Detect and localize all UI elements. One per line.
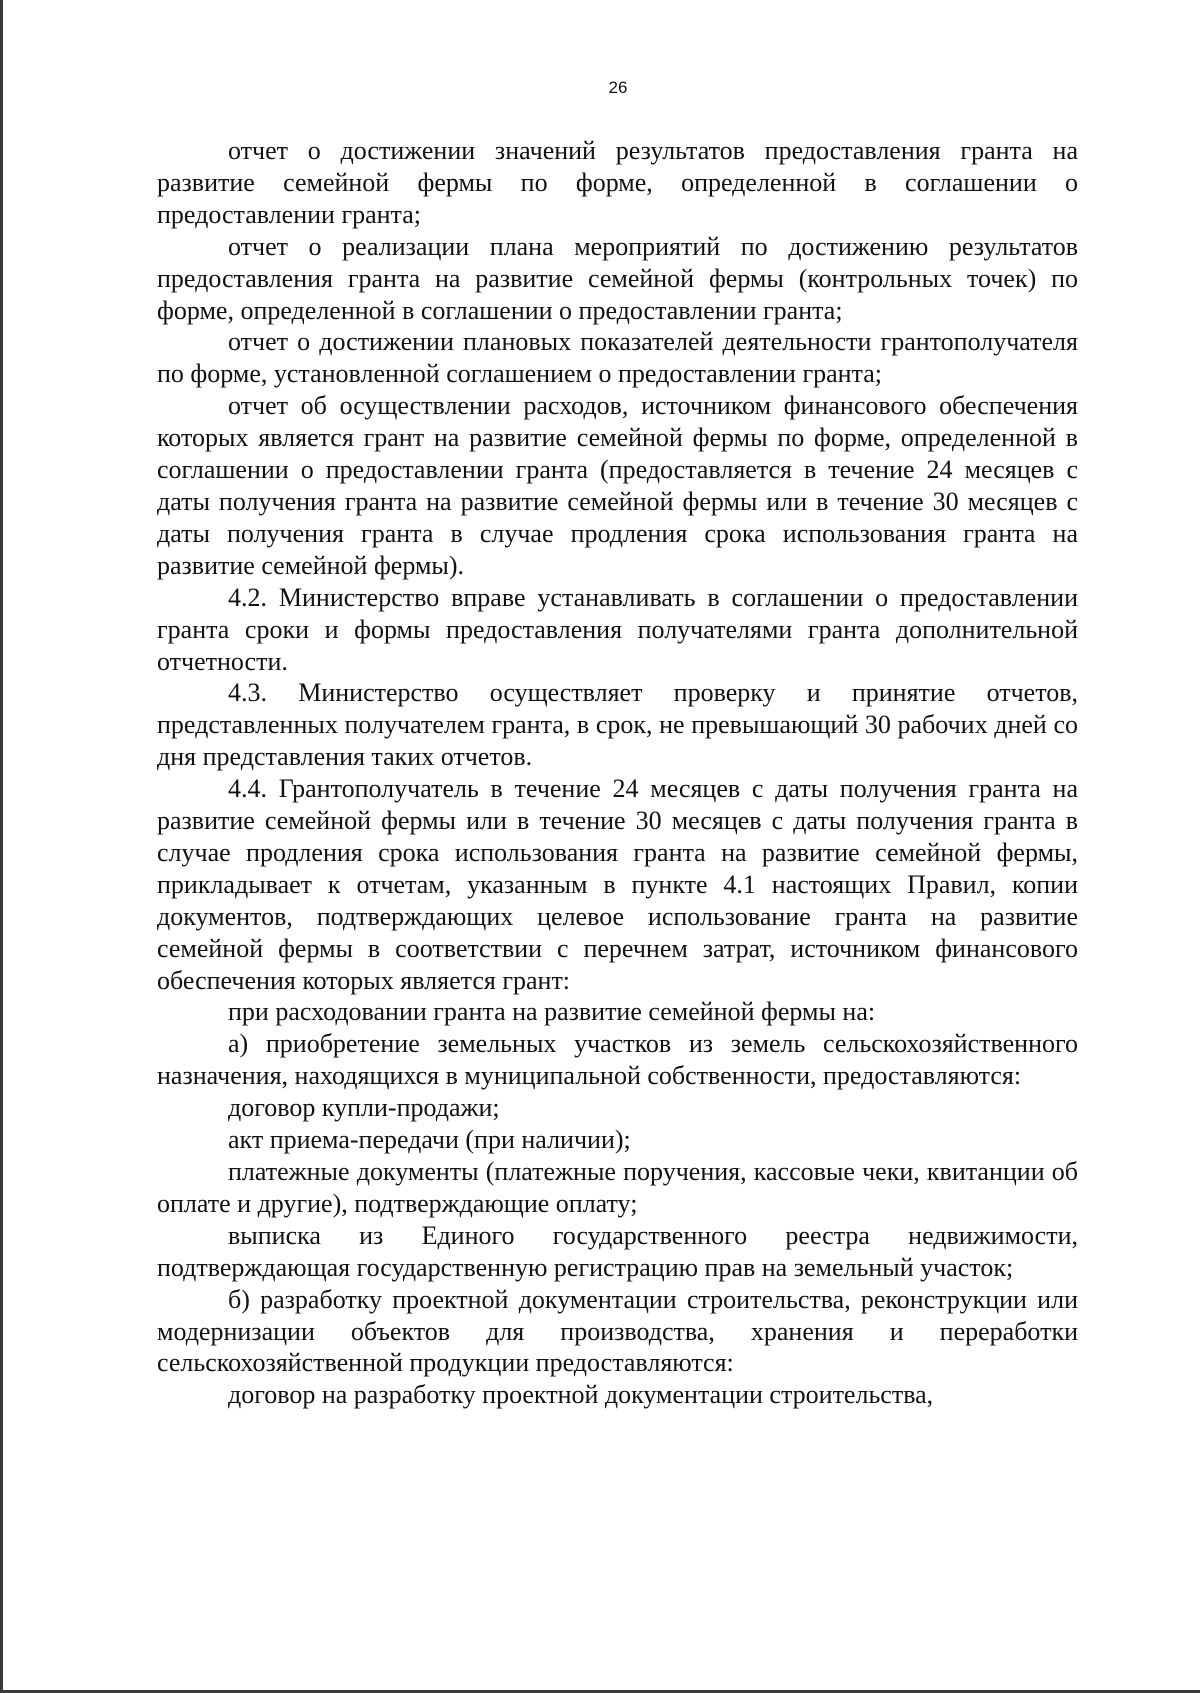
paragraph: договор купли-продажи;: [228, 1093, 500, 1123]
scan-edge-left: [0, 0, 3, 1693]
paragraph: при расходовании гранта на развитие семейной фермы на:: [228, 997, 876, 1027]
paragraph: 4.2. Министерство вправе устанавливать в соглашении о предоставлении гранта сроки и формы предоставления получателями гранта дополнительной отчетности.: [157, 582, 1078, 676]
paragraph: акт приема-передачи (при наличии);: [228, 1125, 631, 1155]
paragraph: а) приобретение земельных участков из земель сельскохозяйственного назначения, находящихся в муниципальной собственности, предоставляются:: [157, 1029, 1078, 1091]
document-body: [157, 135, 1078, 1411]
paragraph: 4.4. Грантополучатель в течение 24 месяцев с даты получения гранта на развитие семейной фермы или в течение 30 месяцев с даты получения гранта в случае продления срока использования гранта на развитие семейной фермы, прикладывает к отчетам, указанным в пункте 4.1 настоящих Правил, копии документов, подтверждающих целевое использование гранта на развитие семейной фермы в соответствии с перечнем затрат, источником финансового обеспечения которых является грант:: [157, 774, 1078, 995]
paragraph: выписка из Единого государственного реестра недвижимости, подтверждающая государственную регистрацию прав на земельный участок;: [157, 1220, 1078, 1282]
paragraph: отчет о достижении значений результатов предоставления гранта на развитие семейной фермы по форме, определенной в соглашении о предоставлении гранта;: [157, 136, 1078, 229]
page-number: 26: [608, 78, 628, 97]
paragraph: отчет о реализации плана мероприятий по достижению результатов предоставления гранта на развитие семейной фермы (контрольных точек) по форме, определенной в соглашении о предоставлении гранта;: [157, 231, 1078, 325]
paragraph: отчет о достижении плановых показателей деятельности грантополучателя по форме, установленной соглашением о предоставлении гранта;: [157, 327, 1078, 389]
paragraph: 4.3. Министерство осуществляет проверку и принятие отчетов, представленных получателем гранта, в срок, не превышающий 30 рабочих дней со дня представления таких отчетов.: [157, 678, 1078, 772]
paragraph: б) разработку проектной документации строительства, реконструкции или модернизации объектов для производства, хранения и переработки сельскохозяйственной продукции предоставляются:: [157, 1284, 1078, 1378]
paragraph: платежные документы (платежные поручения, кассовые чеки, квитанции об оплате и другие), подтверждающие оплату;: [157, 1157, 1078, 1218]
paragraph: отчет об осуществлении расходов, источником финансового обеспечения которых является грант на развитие семейной фермы по форме, определенной в соглашении о предоставлении гранта (предоставляется в течение 24 месяцев с даты получения гранта на развитие семейной фермы или в течение 30 месяцев с даты получения гранта в случае продления срока использования гранта на развитие семейной фермы).: [157, 391, 1078, 580]
paragraph: договор на разработку проектной документации строительства,: [228, 1380, 934, 1410]
